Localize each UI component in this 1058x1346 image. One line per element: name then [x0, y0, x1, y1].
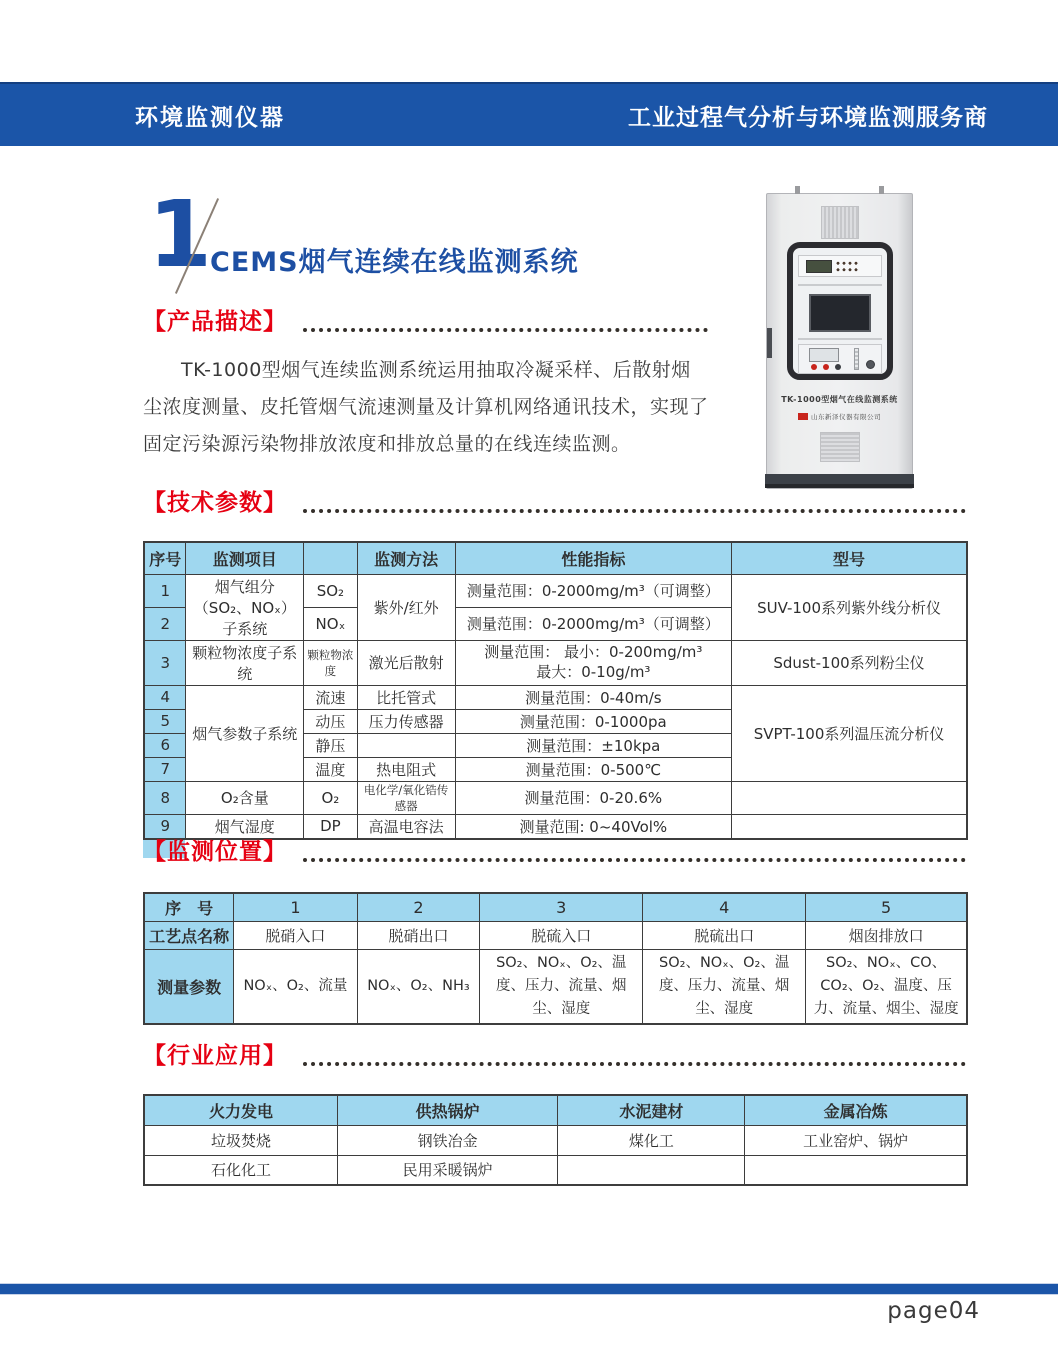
param-cell: NOₓ、O₂、流量: [234, 949, 357, 1024]
monitoring-position-table: [143, 892, 968, 1025]
table-row: [144, 1155, 967, 1185]
seq-cell: 3: [144, 640, 186, 685]
dotted-leader: [303, 1057, 966, 1066]
table-header-row: [144, 1095, 967, 1125]
control-panel-module: [798, 344, 882, 374]
industry-application-heading: 【行业应用】: [143, 1043, 287, 1069]
top-header-bar: [0, 82, 1058, 146]
cabinet-door-handle: [767, 328, 772, 358]
sub-item-cell: 流速: [304, 685, 357, 709]
industry-cell: [745, 1155, 967, 1185]
cabinet-top-vent: [821, 206, 859, 239]
param-cell: SO₂、NOₓ、CO、CO₂、O₂、温度、压力、流量、烟尘、湿度: [806, 949, 967, 1024]
sub-item-cell: 颗粒物浓度: [304, 640, 357, 685]
param-cell: SO₂、NOₓ、O₂、温度、压力、流量、烟尘、湿度: [643, 949, 806, 1024]
monitoring-position-heading: 【监测位置】: [143, 839, 287, 865]
table-row: [144, 640, 967, 685]
industry-cell: 民用采暖锅炉: [337, 1155, 558, 1185]
flow-gauge: [854, 348, 859, 370]
spec-cell: [455, 640, 732, 685]
method-cell: 压力传感器: [357, 709, 455, 733]
column-header: 监测方法: [357, 542, 455, 574]
product-description-text: TK-1000型烟气连续监测系统运用抽取冷凝采样、后散射烟尘浓度测量、皮托管烟气流速测量及计算机网络通讯技术，实现了固定污染源污染物排放浓度和排放总量的在线连续监测。: [143, 359, 709, 455]
column-header: 性能指标: [455, 542, 732, 574]
item-cell: 烟气参数子系统: [186, 685, 304, 781]
site-cell: 脱硫出口: [643, 921, 806, 949]
cabinet-company-row: [767, 412, 912, 421]
table-row: [144, 781, 967, 814]
control-knob: [866, 360, 875, 369]
column-header: 金属冶炼: [745, 1095, 967, 1125]
model-cell: SUV-100系列紫外线分析仪: [732, 574, 967, 640]
product-cabinet-image: [766, 193, 913, 489]
param-cell: NOₓ、O₂、NH₃: [357, 949, 480, 1024]
column-header: 型号: [732, 542, 967, 574]
spec-line: 测量范围： 最小：0-200mg/m³: [484, 643, 703, 661]
column-number: 1: [234, 893, 357, 921]
spec-cell: 测量范围：0-1000pa: [455, 709, 732, 733]
sub-item-cell: NOₓ: [304, 607, 357, 640]
table-row: [144, 921, 967, 949]
technical-parameters-table: [143, 541, 968, 840]
row-header: 测量参数: [144, 949, 234, 1024]
column-number: 5: [806, 893, 967, 921]
page-number: page04: [887, 1298, 980, 1324]
table-header-row: [144, 542, 967, 574]
spec-cell: 测量范围：0-20.6%: [455, 781, 732, 814]
column-header: 供热锅炉: [337, 1095, 558, 1125]
table-row: [144, 949, 967, 1024]
sub-item-cell: SO₂: [304, 574, 357, 607]
item-cell: O₂含量: [186, 781, 304, 814]
seq-cell: 7: [144, 757, 186, 781]
sub-item-cell: 动压: [304, 709, 357, 733]
table-row: [144, 1125, 967, 1155]
spec-line: 最大：0-10g/m³: [536, 662, 651, 681]
table-header-row: [144, 893, 967, 921]
spec-cell: 测量范围：0-2000mg/m³（可调整）: [455, 574, 732, 607]
row-header: 工艺点名称: [144, 921, 234, 949]
site-cell: 烟囱排放口: [806, 921, 967, 949]
industry-cell: 工业窑炉、锅炉: [745, 1125, 967, 1155]
rack-rail: [798, 284, 882, 286]
model-cell: Sdust-100系列粉尘仪: [732, 640, 967, 685]
industry-cell: 垃圾焚烧: [144, 1125, 337, 1155]
dotted-leader: [303, 853, 966, 862]
method-cell: 激光后散射: [357, 640, 455, 685]
dark-button: [835, 364, 841, 370]
column-number: 2: [357, 893, 480, 921]
method-cell: 高温电容法: [357, 814, 455, 839]
item-cell: 烟气组分（SO₂、NOₓ）子系统: [186, 574, 304, 640]
seq-cell: 8: [144, 781, 186, 814]
industry-cell: [558, 1155, 745, 1185]
dotted-leader: [303, 504, 966, 513]
control-lcd-display: [809, 348, 839, 362]
column-header: 序号: [144, 542, 186, 574]
main-screen: [809, 294, 871, 332]
cabinet-company-label: 山东新泽仪器有限公司: [811, 413, 881, 421]
column-number: 3: [480, 893, 643, 921]
industry-cell: 钢铁冶金: [337, 1125, 558, 1155]
column-header: 水泥建材: [558, 1095, 745, 1125]
site-cell: 脱硝出口: [357, 921, 480, 949]
method-cell: [357, 733, 455, 757]
method-cell: 紫外/红外: [357, 574, 455, 640]
monitoring-position-section: [143, 833, 968, 1025]
spec-cell: 测量范围：±10kpa: [455, 733, 732, 757]
industry-application-table: [143, 1094, 968, 1186]
column-header: 监测项目: [186, 542, 304, 574]
spec-cell: 测量范围：0-500℃: [455, 757, 732, 781]
gas-analyzer-module: [798, 255, 882, 277]
sub-item-cell: 静压: [304, 733, 357, 757]
section-number: 1: [148, 181, 213, 288]
seq-cell: 6: [144, 733, 186, 757]
sub-item-cell: DP: [304, 814, 357, 839]
table-row: [144, 574, 967, 607]
column-header: 火力发电: [144, 1095, 337, 1125]
cabinet-bottom-vent: [820, 432, 860, 462]
header-left-title: 环境监测仪器: [135, 104, 285, 131]
sub-item-cell: O₂: [304, 781, 357, 814]
header-right-title: 工业过程气分析与环境监测服务商: [628, 104, 988, 131]
site-cell: 脱硫入口: [480, 921, 643, 949]
spec-cell: 测量范围：0-2000mg/m³（可调整）: [455, 607, 732, 640]
item-cell: 烟气湿度: [186, 814, 304, 839]
model-cell: [732, 781, 967, 814]
corner-header: 序 号: [144, 893, 234, 921]
spec-cell: 测量范围：0-40m/s: [455, 685, 732, 709]
company-logo-icon: [798, 413, 808, 420]
industry-cell: 煤化工: [558, 1125, 745, 1155]
spec-cell: 测量范围: 0~40Vol%: [455, 814, 732, 839]
seq-cell: 5: [144, 709, 186, 733]
method-cell: 热电阻式: [357, 757, 455, 781]
industry-application-section: [143, 1037, 968, 1186]
cabinet-hook: [795, 186, 800, 194]
page-title: CEMS烟气连续在线监测系统: [210, 247, 579, 278]
cabinet-window: [787, 242, 893, 380]
industry-cell: 石化化工: [144, 1155, 337, 1185]
analyzer-lcd-display: [806, 260, 832, 273]
table-row: [144, 685, 967, 709]
product-description-section: [143, 303, 710, 463]
item-cell: 颗粒物浓度子系统: [186, 640, 304, 685]
cabinet-model-label: TK-1000型烟气在线监测系统: [781, 395, 898, 404]
method-cell: 比托管式: [357, 685, 455, 709]
model-cell: SVPT-100系列温压流分析仪: [732, 685, 967, 781]
method-cell: 电化学/氧化锆传感器: [357, 781, 455, 814]
product-description-heading: 【产品描述】: [143, 309, 287, 335]
column-header: [304, 542, 357, 574]
cabinet-hook: [879, 186, 884, 194]
seq-cell: 9: [144, 814, 186, 839]
analyzer-keypad: [835, 260, 859, 273]
red-button: [823, 364, 829, 370]
column-number: 4: [643, 893, 806, 921]
footer-divider-line: [0, 1283, 1058, 1295]
sub-item-cell: 温度: [304, 757, 357, 781]
technical-parameters-section: [143, 484, 968, 858]
seq-cell: 1: [144, 574, 186, 607]
site-cell: 脱硝入口: [234, 921, 357, 949]
param-cell: SO₂、NOₓ、O₂、温度、压力、流量、烟尘、湿度: [480, 949, 643, 1024]
rack-rail: [798, 338, 882, 340]
technical-parameters-heading: 【技术参数】: [143, 490, 287, 516]
dotted-leader: [303, 323, 708, 332]
red-button: [811, 364, 817, 370]
seq-cell: 4: [144, 685, 186, 709]
seq-cell: 2: [144, 607, 186, 640]
